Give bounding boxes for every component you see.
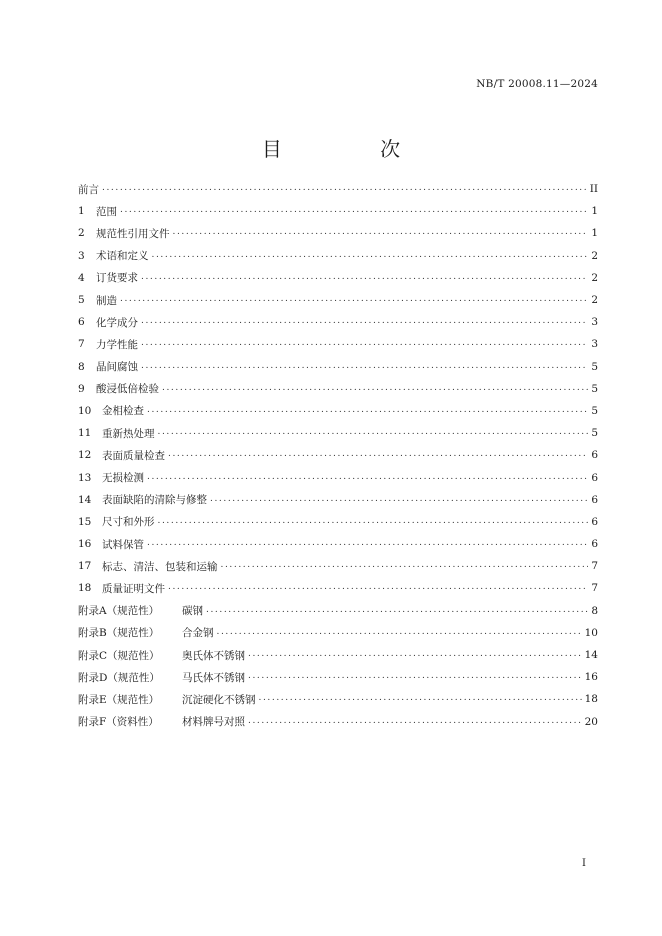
toc-entry-title: 合金钢 xyxy=(182,627,214,640)
table-of-contents xyxy=(78,178,598,733)
toc-entry-page: 3 xyxy=(591,316,598,329)
toc-entry-number: 2 xyxy=(78,227,85,240)
toc-entry[interactable] xyxy=(78,533,598,555)
toc-entry-page: 2 xyxy=(591,294,598,307)
toc-entry[interactable] xyxy=(78,200,598,222)
toc-entry-title: 重新热处理 xyxy=(102,427,155,440)
document-code: NB/T 20008.11—2024 xyxy=(476,78,598,90)
toc-leader-dots xyxy=(102,183,587,193)
page-number: I xyxy=(582,858,586,869)
toc-leader-dots xyxy=(120,205,588,215)
toc-leader-dots xyxy=(152,250,589,260)
toc-entry[interactable] xyxy=(78,711,598,733)
toc-leader-dots xyxy=(120,294,588,304)
toc-entry[interactable] xyxy=(78,489,598,511)
toc-entry[interactable] xyxy=(78,511,598,533)
toc-entry-page: 3 xyxy=(591,338,598,351)
toc-entry-number: 7 xyxy=(78,338,85,351)
toc-entry-title: 前言 xyxy=(78,183,99,196)
toc-entry-number: 附录E（规范性） xyxy=(78,693,160,706)
toc-leader-dots xyxy=(147,472,588,482)
toc-entry-number: 5 xyxy=(78,294,85,307)
toc-entry-number: 附录C（规范性） xyxy=(78,649,160,662)
toc-entry-page: 5 xyxy=(591,427,598,440)
toc-entry-number: 附录D（规范性） xyxy=(78,671,160,684)
toc-entry[interactable] xyxy=(78,444,598,466)
toc-entry-page: 1 xyxy=(591,205,598,218)
toc-entry-number: 14 xyxy=(78,493,92,506)
toc-entry-page: 2 xyxy=(591,249,598,262)
toc-leader-dots xyxy=(217,627,582,637)
toc-entry[interactable] xyxy=(78,289,598,311)
toc-entry-title: 试料保管 xyxy=(102,538,144,551)
toc-entry-page: 6 xyxy=(591,449,598,462)
toc-entry-number: 1 xyxy=(78,205,85,218)
toc-entry[interactable] xyxy=(78,267,598,289)
toc-entry-number: 10 xyxy=(78,404,92,417)
toc-entry[interactable] xyxy=(78,222,598,244)
toc-entry-title: 范围 xyxy=(96,205,117,218)
toc-entry[interactable] xyxy=(78,666,598,688)
toc-entry[interactable] xyxy=(78,622,598,644)
toc-entry-title: 订货要求 xyxy=(96,272,138,285)
toc-entry[interactable] xyxy=(78,400,598,422)
toc-entry[interactable] xyxy=(78,311,598,333)
toc-entry-number: 13 xyxy=(78,471,92,484)
toc-entry[interactable] xyxy=(78,178,598,200)
toc-entry-title: 表面质量检查 xyxy=(102,449,165,462)
toc-entry-page: 1 xyxy=(591,227,598,240)
toc-entry-page: 6 xyxy=(591,471,598,484)
toc-entry-number: 12 xyxy=(78,449,92,462)
toc-entry-page: 5 xyxy=(591,382,598,395)
toc-entry-number: 18 xyxy=(78,582,92,595)
toc-leader-dots xyxy=(248,716,582,726)
toc-leader-dots xyxy=(141,338,588,348)
toc-entry-number: 3 xyxy=(78,249,85,262)
toc-entry-page: 7 xyxy=(591,582,598,595)
toc-leader-dots xyxy=(141,316,588,326)
toc-leader-dots xyxy=(210,494,588,504)
toc-leader-dots xyxy=(173,227,589,237)
toc-entry-page: 5 xyxy=(591,404,598,417)
toc-entry-number: 附录B（规范性） xyxy=(78,627,160,640)
toc-entry-title: 酸浸低倍检验 xyxy=(96,383,159,396)
toc-entry[interactable] xyxy=(78,422,598,444)
toc-entry-title: 规范性引用文件 xyxy=(96,227,170,240)
toc-leader-dots xyxy=(162,383,588,393)
toc-entry-title: 制造 xyxy=(96,294,117,307)
toc-entry-title: 术语和定义 xyxy=(96,250,149,263)
toc-entry[interactable] xyxy=(78,600,598,622)
toc-entry-page: 8 xyxy=(591,604,598,617)
toc-entry-title: 沉淀硬化不锈钢 xyxy=(182,693,256,706)
toc-entry-page: II xyxy=(589,183,598,196)
toc-entry[interactable] xyxy=(78,555,598,577)
toc-entry[interactable] xyxy=(78,466,598,488)
toc-leader-dots xyxy=(259,693,582,703)
toc-entry-title: 化学成分 xyxy=(96,316,138,329)
toc-leader-dots xyxy=(141,272,588,282)
toc-entry-number: 4 xyxy=(78,271,85,284)
toc-entry-title: 奥氏体不锈钢 xyxy=(182,649,245,662)
toc-leader-dots xyxy=(158,427,589,437)
toc-entry-number: 15 xyxy=(78,515,92,528)
toc-leader-dots xyxy=(158,516,589,526)
toc-entry-title: 金相检查 xyxy=(102,405,144,418)
toc-leader-dots xyxy=(206,605,588,615)
toc-entry[interactable] xyxy=(78,356,598,378)
toc-entry-page: 18 xyxy=(584,693,598,706)
toc-entry-page: 10 xyxy=(584,626,598,639)
toc-entry-page: 6 xyxy=(591,493,598,506)
toc-entry-number: 附录F（资料性） xyxy=(78,716,159,729)
toc-entry-number: 9 xyxy=(78,382,85,395)
toc-leader-dots xyxy=(248,649,582,659)
toc-entry-page: 16 xyxy=(584,671,598,684)
toc-entry-number: 17 xyxy=(78,560,92,573)
toc-entry-page: 2 xyxy=(591,271,598,284)
toc-entry-title: 质量证明文件 xyxy=(102,582,165,595)
toc-entry-title: 表面缺陷的清除与修整 xyxy=(102,494,207,507)
toc-entry[interactable] xyxy=(78,577,598,599)
toc-entry-page: 5 xyxy=(591,360,598,373)
toc-entry-page: 6 xyxy=(591,515,598,528)
toc-entry-title: 碳钢 xyxy=(182,605,203,618)
toc-entry-title: 力学性能 xyxy=(96,338,138,351)
toc-entry-number: 11 xyxy=(78,427,92,440)
toc-leader-dots xyxy=(168,449,588,459)
toc-entry[interactable] xyxy=(78,333,598,355)
toc-entry-page: 20 xyxy=(584,715,598,728)
toc-entry-number: 16 xyxy=(78,538,92,551)
toc-leader-dots xyxy=(248,671,582,681)
toc-entry-number: 8 xyxy=(78,360,85,373)
toc-entry-page: 7 xyxy=(591,560,598,573)
toc-leader-dots xyxy=(141,361,588,371)
toc-entry-title: 马氏体不锈钢 xyxy=(182,671,245,684)
toc-leader-dots xyxy=(221,560,589,570)
toc-entry-title: 无损检测 xyxy=(102,472,144,485)
toc-entry-title: 晶间腐蚀 xyxy=(96,361,138,374)
toc-leader-dots xyxy=(147,405,588,415)
toc-entry[interactable] xyxy=(78,688,598,710)
toc-entry-title: 标志、清洁、包装和运输 xyxy=(102,560,218,573)
toc-entry[interactable] xyxy=(78,378,598,400)
toc-leader-dots xyxy=(147,538,588,548)
toc-entry-number: 6 xyxy=(78,316,85,329)
toc-entry[interactable] xyxy=(78,245,598,267)
toc-entry-title: 尺寸和外形 xyxy=(102,516,155,529)
toc-entry-number: 附录A（规范性） xyxy=(78,605,160,618)
toc-entry-title: 材料牌号对照 xyxy=(182,716,245,729)
toc-entry-page: 14 xyxy=(584,649,598,662)
toc-entry[interactable] xyxy=(78,644,598,666)
toc-leader-dots xyxy=(168,582,588,592)
toc-entry-page: 6 xyxy=(591,538,598,551)
page-title: 目 次 xyxy=(261,137,447,161)
